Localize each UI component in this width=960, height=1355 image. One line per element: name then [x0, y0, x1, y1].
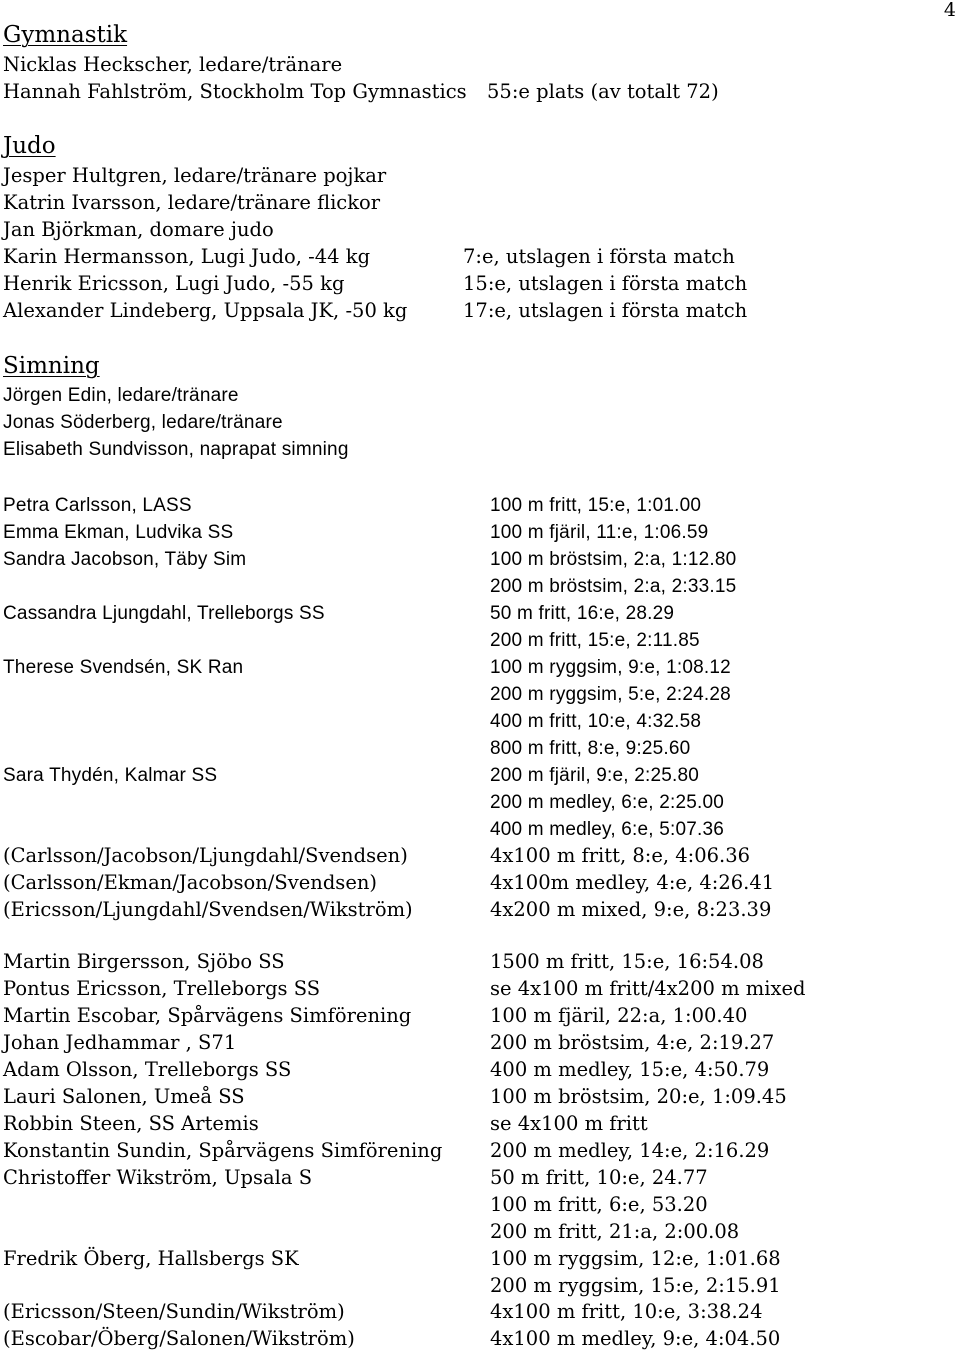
- swim-women-line: [3, 573, 953, 600]
- section-heading-judo: Judo: [3, 133, 56, 159]
- entry-result: 200 m bröstsim, 2:a, 2:33.15: [490, 576, 737, 597]
- entry-result: 4x200 m mixed, 9:e, 8:23.39: [490, 898, 772, 921]
- entry-name: Henrik Ericsson, Lugi Judo, -55 kg: [3, 272, 345, 295]
- swim-men-line: [3, 1218, 953, 1245]
- entry-result: 200 m fritt, 21:a, 2:00.08: [490, 1220, 740, 1243]
- entry-result: 7:e, utslagen i första match: [463, 245, 735, 268]
- entry-name: Sandra Jacobson, Täby Sim: [3, 549, 247, 570]
- entry-result: 100 m fjäril, 22:a, 1:00.40: [490, 1004, 748, 1027]
- swim-men-line: [3, 1029, 953, 1056]
- entry-result: 15:e, utslagen i första match: [463, 272, 748, 295]
- entry-name: Katrin Ivarsson, ledare/tränare flickor: [3, 191, 381, 214]
- entry-name: Jan Björkman, domare judo: [3, 218, 274, 241]
- entry-result: 100 m bröstsim, 20:e, 1:09.45: [490, 1085, 787, 1108]
- entry-name: Adam Olsson, Trelleborgs SS: [3, 1058, 292, 1081]
- entry-name: Jesper Hultgren, ledare/tränare pojkar: [3, 164, 387, 187]
- gymnastik-line: [3, 78, 953, 105]
- entry-name: Robbin Steen, SS Artemis: [3, 1112, 259, 1135]
- entry-name: Cassandra Ljungdahl, Trelleborgs SS: [3, 603, 325, 624]
- swim-women-line: [3, 762, 953, 789]
- entry-result: 400 m fritt, 10:e, 4:32.58: [490, 711, 702, 732]
- entry-result: se 4x100 m fritt/4x200 m mixed: [490, 977, 806, 1000]
- swim-women-line: [3, 519, 953, 546]
- entry-result: 100 m fritt, 6:e, 53.20: [490, 1193, 708, 1216]
- entry-result: 4x100 m fritt, 8:e, 4:06.36: [490, 844, 751, 867]
- entry-name: Hannah Fahlström, Stockholm Top Gymnastics: [3, 80, 467, 103]
- entry-name: Elisabeth Sundvisson, naprapat simning: [3, 439, 349, 460]
- swim-women-relay-line: [3, 869, 953, 896]
- swim-women-line: [3, 708, 953, 735]
- entry-name: Alexander Lindeberg, Uppsala JK, -50 kg: [3, 299, 408, 322]
- entry-name: (Escobar/Öberg/Salonen/Wikström): [3, 1327, 355, 1350]
- swim-women-line: [3, 492, 953, 519]
- swim-women-line: [3, 600, 953, 627]
- entry-result: 200 m fjäril, 9:e, 2:25.80: [490, 765, 700, 786]
- entry-result: 50 m fritt, 16:e, 28.29: [490, 603, 675, 624]
- entry-result: 1500 m fritt, 15:e, 16:54.08: [490, 950, 764, 973]
- swim-men-line: [3, 975, 953, 1002]
- simning-staff-line: [3, 409, 953, 436]
- entry-result: 200 m ryggsim, 5:e, 2:24.28: [490, 684, 731, 705]
- entry-result: 100 m ryggsim, 12:e, 1:01.68: [490, 1247, 781, 1270]
- entry-result: 100 m bröstsim, 2:a, 1:12.80: [490, 549, 737, 570]
- entry-result: 100 m fritt, 15:e, 1:01.00: [490, 495, 702, 516]
- judo-line: [3, 270, 953, 297]
- entry-name: Karin Hermansson, Lugi Judo, -44 kg: [3, 245, 371, 268]
- entry-result: 50 m fritt, 10:e, 24.77: [490, 1166, 708, 1189]
- entry-result: 400 m medley, 15:e, 4:50.79: [490, 1058, 770, 1081]
- entry-result: 200 m ryggsim, 15:e, 2:15.91: [490, 1274, 781, 1297]
- swim-women-line: [3, 789, 953, 816]
- entry-name: (Ericsson/Steen/Sundin/Wikström): [3, 1300, 345, 1323]
- judo-line: [3, 189, 953, 216]
- swim-men-line: [3, 1191, 953, 1218]
- entry-name: Lauri Salonen, Umeå SS: [3, 1085, 245, 1108]
- entry-name: Emma Ekman, Ludvika SS: [3, 522, 234, 543]
- entry-name: Martin Birgersson, Sjöbo SS: [3, 950, 285, 973]
- swim-men-line: [3, 1110, 953, 1137]
- entry-name: Konstantin Sundin, Spårvägens Simförening: [3, 1139, 443, 1162]
- entry-result: 100 m ryggsim, 9:e, 1:08.12: [490, 657, 731, 678]
- judo-line: [3, 216, 953, 243]
- entry-result: 200 m medley, 6:e, 2:25.00: [490, 792, 725, 813]
- entry-name: Martin Escobar, Spårvägens Simförening: [3, 1004, 412, 1027]
- entry-result: 200 m bröstsim, 4:e, 2:19.27: [490, 1031, 775, 1054]
- page-number: 4: [943, 0, 956, 21]
- swim-men-line: [3, 948, 953, 975]
- entry-name: Pontus Ericsson, Trelleborgs SS: [3, 977, 321, 1000]
- judo-line: [3, 297, 953, 324]
- swim-women-line: [3, 654, 953, 681]
- swim-women-relay-line: [3, 896, 953, 923]
- swim-women-line: [3, 816, 953, 843]
- entry-result: 4x100m medley, 4:e, 4:26.41: [490, 871, 775, 894]
- entry-result: 100 m fjäril, 11:e, 1:06.59: [490, 522, 709, 543]
- swim-men-relay-line: [3, 1325, 953, 1352]
- entry-result: 200 m fritt, 15:e, 2:11.85: [490, 630, 700, 651]
- swim-women-line: [3, 681, 953, 708]
- swim-men-line: [3, 1272, 953, 1299]
- gymnastik-line: [3, 51, 953, 78]
- judo-line: [3, 243, 953, 270]
- entry-result: 200 m medley, 14:e, 2:16.29: [490, 1139, 770, 1162]
- entry-name: Christoffer Wikström, Upsala S: [3, 1166, 313, 1189]
- entry-result: 17:e, utslagen i första match: [463, 299, 748, 322]
- swim-men-line: [3, 1245, 953, 1272]
- entry-name: (Carlsson/Ekman/Jacobson/Svendsen): [3, 871, 378, 894]
- entry-result: 800 m fritt, 8:e, 9:25.60: [490, 738, 691, 759]
- entry-result: 4x100 m fritt, 10:e, 3:38.24: [490, 1300, 763, 1323]
- entry-name: Jörgen Edin, ledare/tränare: [3, 385, 239, 406]
- swim-men-relay-line: [3, 1298, 953, 1325]
- simning-staff-line: [3, 382, 953, 409]
- entry-name: Petra Carlsson, LASS: [3, 495, 192, 516]
- entry-result: 400 m medley, 6:e, 5:07.36: [490, 819, 725, 840]
- swim-women-line: [3, 627, 953, 654]
- section-heading-gymnastik: Gymnastik: [3, 22, 128, 48]
- swim-women-relay-line: [3, 842, 953, 869]
- swim-men-line: [3, 1002, 953, 1029]
- entry-result: 55:e plats (av totalt 72): [487, 80, 719, 103]
- entry-name: Jonas Söderberg, ledare/tränare: [3, 412, 283, 433]
- swim-men-line: [3, 1056, 953, 1083]
- swim-men-line: [3, 1137, 953, 1164]
- entry-name: Therese Svendsén, SK Ran: [3, 657, 244, 678]
- simning-staff-line: [3, 436, 953, 463]
- entry-result: 4x100 m medley, 9:e, 4:04.50: [490, 1327, 781, 1350]
- entry-name: Nicklas Heckscher, ledare/tränare: [3, 53, 343, 76]
- section-heading-simning: Simning: [3, 353, 100, 379]
- swim-men-line: [3, 1083, 953, 1110]
- entry-name: Fredrik Öberg, Hallsbergs SK: [3, 1247, 299, 1270]
- judo-line: [3, 162, 953, 189]
- swim-men-line: [3, 1164, 953, 1191]
- swim-women-line: [3, 735, 953, 762]
- entry-result: se 4x100 m fritt: [490, 1112, 648, 1135]
- swim-women-line: [3, 546, 953, 573]
- entry-name: (Ericsson/Ljungdahl/Svendsen/Wikström): [3, 898, 413, 921]
- entry-name: Johan Jedhammar , S71: [3, 1031, 237, 1054]
- entry-name: (Carlsson/Jacobson/Ljungdahl/Svendsen): [3, 844, 408, 867]
- entry-name: Sara Thydén, Kalmar SS: [3, 765, 218, 786]
